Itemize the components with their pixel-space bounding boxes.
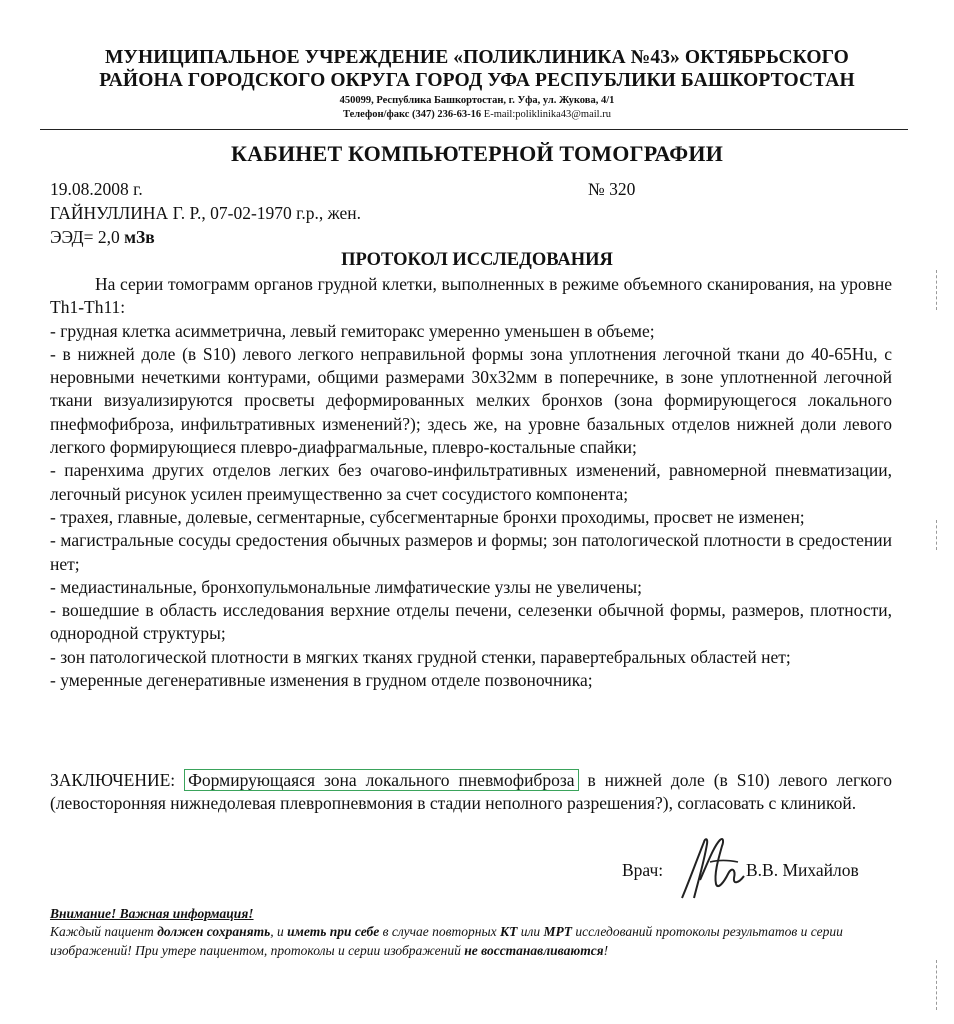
- protocol-title: ПРОТОКОЛ ИССЛЕДОВАНИЯ: [341, 250, 613, 270]
- protocol-body: [50, 273, 892, 692]
- effective-dose-unit: мЗв: [124, 227, 155, 247]
- finding-item: - медиастинальные, бронхопульмональные лимфатические узлы не увеличены;: [50, 576, 643, 597]
- scan-edge-mark: [936, 960, 937, 1010]
- header-divider: [40, 129, 908, 130]
- notice-part: в случае повторных: [379, 924, 500, 939]
- doctor-label: Врач:: [622, 860, 664, 880]
- finding-item: - вошедшие в область исследования верхние отделы печени, селезенки обычной формы, размеров, плотности, однородной структуры;: [50, 600, 892, 644]
- scan-edge-mark: [936, 270, 937, 310]
- finding-item: - трахея, главные, долевые, сегментарные, субсегментарные бронхи проходимы, просвет не изменен;: [50, 506, 805, 527]
- effective-dose-value: ЭЭД= 2,0: [50, 227, 120, 247]
- institution-email: E-mail:poliklinika43@mail.ru: [483, 109, 611, 120]
- patient-info: ГАЙНУЛЛИНА Г. Р., 07-02-1970 г.р., жен.: [50, 203, 361, 223]
- institution-name-line1: МУНИЦИПАЛЬНОЕ УЧРЕЖДЕНИЕ «ПОЛИКЛИНИКА №43» ОКТЯБРЬСКОГО: [105, 47, 849, 68]
- finding-item: - умеренные дегенеративные изменения в грудном отделе позвоночника;: [50, 670, 593, 691]
- institution-address: 450099, Республика Башкортостан, г. Уфа, ул. Жукова, 4/1: [339, 95, 615, 106]
- notice-part: !: [603, 943, 609, 958]
- finding-item: - зон патологической плотности в мягких тканях грудной стенки, паравертебральных областей нет;: [50, 646, 791, 667]
- finding-item: - магистральные сосуды средостения обычных размеров и формы; зон патологической плотности в средостении нет;: [50, 530, 892, 574]
- scan-edge-mark: [936, 520, 937, 550]
- protocol-intro: На серии томограмм органов грудной клетки, выполненных в режиме объемного сканирования, на уровне Th1-Th11:: [50, 274, 892, 318]
- institution-name-line2: РАЙОНА ГОРОДСКОГО ОКРУГА ГОРОД УФА РЕСПУБЛИКИ БАШКОРТОСТАН: [99, 70, 855, 91]
- notice-emphasis: должен сохранять: [157, 924, 271, 939]
- notice-part: Каждый пациент: [50, 924, 158, 939]
- conclusion-label: ЗАКЛЮЧЕНИЕ:: [50, 770, 176, 790]
- protocol-number: № 320: [588, 179, 636, 199]
- handwritten-signature: [674, 832, 754, 904]
- finding-item: - паренхима других отделов легких без очагово-инфильтративных изменений, равномерной пневматизации, легочный рисунок усилен преимущественно за счет сосудистого компонента;: [50, 460, 892, 504]
- department-title: КАБИНЕТ КОМПЬЮТЕРНОЙ ТОМОГРАФИИ: [230, 141, 724, 166]
- finding-item: - грудная клетка асимметрична, левый гемиторакс умеренно уменьшен в объеме;: [50, 320, 655, 341]
- notice-emphasis: КТ: [499, 924, 518, 939]
- notice-part: исследований протоколы результатов и серии изображений! При утере пациентом, протоколы и серии изображений: [50, 924, 843, 958]
- institution-phone: Телефон/факс (347) 236-63-16: [343, 109, 482, 120]
- notice-emphasis: иметь при себе: [287, 924, 380, 939]
- institution-contacts: [0, 109, 954, 120]
- notice-emphasis: не восстанавливаются: [464, 943, 604, 958]
- finding-item: - в нижней доле (в S10) левого легкого неправильной формы зона уплотнения легочной ткани до 40-65Hu, с неровными нечеткими контурами, общими размерами 30х32мм в поперечнике, в зоне уплотненной легочной ткани визуализируются просветы деформированных мелких бронхов (зона формирующегося локального пнефмофиброза, инфильтративных изменений?); здесь же, на уровне базальных отделов нижней доли левого легкого формирующиеся плевро-диафрагмальные, плевро-костальные спайки;: [50, 343, 892, 458]
- exam-date: 19.08.2008 г.: [50, 179, 143, 199]
- doctor-name: В.В. Михайлов: [746, 860, 859, 880]
- notice-part: или: [517, 924, 544, 939]
- notice-title: Внимание! Важная информация!: [50, 906, 254, 921]
- effective-dose: [50, 227, 155, 248]
- conclusion-text: в нижней доле (в S10) левого легкого (левосторонняя нижнедолевая плевропневмония в стадии неполного разрешения?), согласовать с клиникой.: [50, 770, 893, 814]
- notice-emphasis: МРТ: [543, 924, 573, 939]
- conclusion: [50, 769, 892, 816]
- conclusion-highlight: Формирующаяся зона локального пневмофиброза: [184, 769, 578, 791]
- notice-part: , и: [270, 924, 288, 939]
- notice-text: [50, 922, 900, 960]
